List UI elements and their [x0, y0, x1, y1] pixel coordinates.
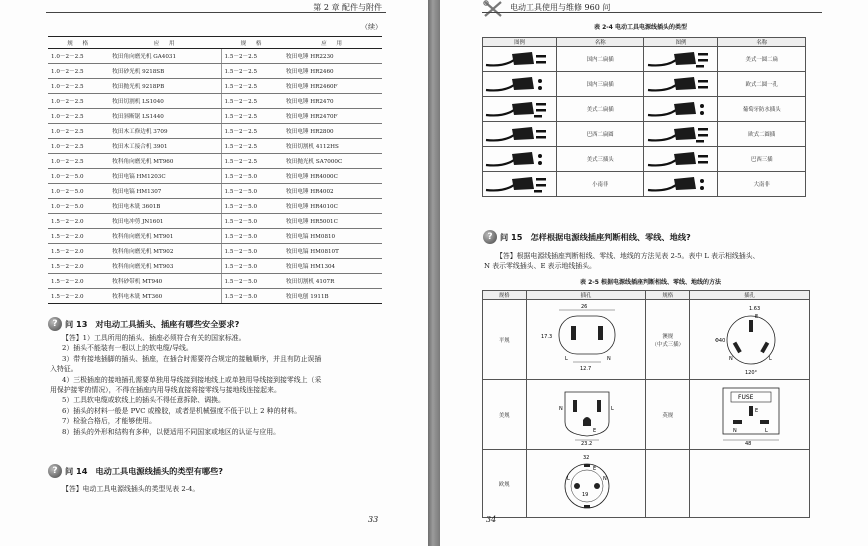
table-2-5-caption: 表 2-5 根据电源线插座判断相线、零线、地线的方法	[580, 279, 722, 286]
dim-label: 17.3	[541, 333, 553, 340]
application-cell: 牧田电镐 HM1307	[109, 184, 221, 199]
table-row	[48, 229, 382, 244]
plug-name: 巴西二扁圆	[556, 122, 644, 147]
application-cell: 牧田斜断锯 LS1440	[109, 109, 221, 124]
plug-icon	[484, 47, 554, 69]
application-cell: 牧田电锤 HR2470F	[283, 109, 382, 124]
answer-line: 入特征。	[50, 365, 78, 374]
table-continued-mark: （续）	[361, 23, 382, 31]
spec-label: 澳规	[662, 333, 674, 340]
spec-cell	[646, 300, 690, 380]
question-icon: ?	[483, 230, 497, 244]
plug-image	[483, 122, 557, 147]
answer-line: 【答】1）工具所用的插头、插座必须符合有关的国家标准。	[62, 334, 246, 342]
table-row	[48, 184, 382, 199]
pin-label-earth: E	[754, 313, 758, 320]
application-cell: 牧科砂带机 MT940	[109, 274, 221, 289]
empty-cell	[690, 450, 810, 518]
table-row	[483, 97, 806, 122]
plug-name: 欧式二圆一孔	[718, 72, 806, 97]
spec-cell: 1.5－2－2.5	[221, 109, 283, 124]
application-cell: 牧田切割机 LS1040	[109, 94, 221, 109]
spec-cell: 1.5－2－2.5	[221, 139, 283, 154]
table-row	[48, 94, 382, 109]
plug-table-header: 图例	[483, 38, 557, 47]
spec-cell: 1.5－2－2.0	[48, 214, 109, 229]
table-row	[48, 124, 382, 139]
plug-image	[644, 147, 718, 172]
spec-table-header: 规 格	[48, 37, 109, 49]
spec-cell: 美规	[483, 380, 527, 450]
spec-cell: 1.0－2－2.5	[48, 139, 109, 154]
uk-socket-diagram	[690, 380, 810, 450]
plug-icon	[484, 172, 554, 194]
dim-label: 19	[582, 491, 589, 498]
application-cell: 牧田电刨 1911B	[283, 289, 382, 304]
table-row	[48, 139, 382, 154]
application-cell: 牧田电锤 HR2230	[283, 49, 382, 64]
application-cell: 牧田电镐 HM0810T	[283, 244, 382, 259]
table-row	[483, 172, 806, 197]
dim-label: 23.2	[581, 440, 593, 446]
question-icon: ?	[48, 464, 62, 478]
spec-cell: 1.0－2－2.5	[48, 49, 109, 64]
question-number: 问 15	[500, 231, 523, 242]
spec-cell: 1.5－2－2.5	[221, 94, 283, 109]
dim-label: Φ40	[714, 337, 725, 344]
pin-label-neutral: N	[603, 475, 607, 482]
plug-table-header: 名称	[556, 38, 644, 47]
application-cell: 牧田电木铣 3601B	[109, 199, 221, 214]
spec-sublabel: （中式三插）	[651, 341, 684, 348]
table-row	[48, 214, 382, 229]
answer-line: N 表示零线插头、E 表示地线插头。	[484, 262, 596, 271]
table-row	[48, 64, 382, 79]
socket-table-header: 规格	[483, 291, 527, 300]
spec-cell: 1.5－2－2.0	[48, 229, 109, 244]
spec-cell: 1.5－2－5.0	[221, 274, 283, 289]
spec-cell: 1.5－2－2.5	[221, 79, 283, 94]
plug-image	[644, 122, 718, 147]
plug-icon	[646, 122, 716, 144]
plug-name: 大南非	[718, 172, 806, 197]
spec-cell: 1.5－2－5.0	[221, 184, 283, 199]
spec-cell: 1.5－2－5.0	[221, 229, 283, 244]
plug-image	[644, 47, 718, 72]
application-cell: 牧田电锤 HR2460F	[283, 79, 382, 94]
plug-table-header: 名称	[718, 38, 806, 47]
application-cell: 牧田电锤 HR2800	[283, 124, 382, 139]
socket-table-header: 插孔	[526, 291, 646, 300]
application-cell: 牧田电锤 HR4000C	[283, 169, 382, 184]
pin-label-earth: E	[593, 465, 597, 472]
plug-name: 欧式二圆插	[718, 122, 806, 147]
application-cell: 牧科电木铣 MT360	[109, 289, 221, 304]
plug-image	[644, 97, 718, 122]
question-number: 问 13	[65, 318, 88, 329]
spec-cell: 1.0－2－2.5	[48, 64, 109, 79]
plug-name: 美式一圆二扁	[718, 47, 806, 72]
plug-name: 小南非	[556, 172, 644, 197]
pin-label-earth: E	[593, 427, 597, 434]
spec-cell: 1.5－2－2.0	[48, 289, 109, 304]
table-row	[48, 244, 382, 259]
flat-socket-drawing	[531, 302, 641, 376]
table-row	[48, 109, 382, 124]
table-row	[48, 154, 382, 169]
table-row	[48, 79, 382, 94]
page-number: 34	[486, 515, 497, 524]
socket-table-header: 规格	[646, 291, 690, 300]
spec-application-table	[48, 36, 382, 304]
plug-icon	[484, 97, 554, 119]
application-cell: 牧田电锤 HR4002	[283, 184, 382, 199]
flat-socket-diagram	[526, 300, 646, 380]
application-cell: 牧田砂光机 9218SB	[109, 64, 221, 79]
table-row	[48, 259, 382, 274]
application-cell: 牧田角向磨光机 GA4031	[109, 49, 221, 64]
plug-icon	[646, 47, 716, 69]
plug-icon	[484, 147, 554, 169]
dim-label: 32	[583, 454, 590, 461]
question-title: 怎样根据电源线插座判断相线、零线、地线?	[530, 231, 691, 242]
socket-table-header: 插孔	[690, 291, 810, 300]
question-title: 电动工具电源线插头的类型有哪些?	[95, 465, 223, 476]
spec-cell: 1.5－2－5.0	[221, 199, 283, 214]
table-row	[483, 47, 806, 72]
plug-icon	[646, 72, 716, 94]
table-2-4-caption: 表 2-4 电动工具电源线插头的类型	[594, 24, 688, 31]
plug-image	[483, 172, 557, 197]
table-row	[48, 274, 382, 289]
application-cell: 牧科角向磨光机 MT960	[109, 154, 221, 169]
us-socket-drawing	[531, 382, 641, 446]
pin-label-earth: E	[754, 407, 758, 414]
question-title: 对电动工具插头、插座有哪些安全要求?	[95, 318, 240, 329]
plug-icon	[646, 147, 716, 169]
application-cell: 牧科角向磨光机 MT901	[109, 229, 221, 244]
spec-cell: 1.0－2－5.0	[48, 169, 109, 184]
spec-cell: 1.5－2－2.0	[48, 259, 109, 274]
answer-line: 8）插头的外形和结构有多种，以便适用不同国家或地区的认证与应用。	[62, 427, 280, 436]
header-rule	[46, 12, 386, 13]
australian-socket-drawing	[695, 302, 805, 376]
spec-cell: 1.5－2－2.0	[48, 274, 109, 289]
spec-cell: 英规	[646, 380, 690, 450]
question-14-answer: 【答】电动工具电源线插头的类型见表 2-4。	[62, 485, 200, 493]
table-row	[48, 169, 382, 184]
tools-logo-icon	[482, 0, 504, 18]
spec-cell: 1.0－2－2.5	[48, 124, 109, 139]
application-cell: 牧田电镐 HM0810	[283, 229, 382, 244]
answer-line: 【答】根据电源线插座判断相线、零线、地线的方法见表 2-5。表中 L 表示相线插头、	[496, 252, 760, 260]
spec-cell: 1.5－2－2.5	[221, 64, 283, 79]
application-cell: 牧田切割机 4107R	[283, 274, 382, 289]
application-cell: 牧田电锤 HR4010C	[283, 199, 382, 214]
plug-image	[644, 72, 718, 97]
spec-cell: 1.5－2－5.0	[221, 169, 283, 184]
spec-cell: 1.0－2－2.5	[48, 79, 109, 94]
left-page	[0, 0, 428, 546]
socket-wiring-table	[482, 290, 810, 518]
spec-table-header: 应 用	[109, 37, 221, 49]
running-head-left: 第 2 章 配件与附件	[313, 3, 382, 12]
spec-cell: 1.5－2－5.0	[221, 214, 283, 229]
application-cell: 牧科角向磨光机 MT903	[109, 259, 221, 274]
application-cell: 牧田电冲剪 JN1601	[109, 214, 221, 229]
spec-cell: 1.5－2－2.5	[221, 124, 283, 139]
spec-cell: 1.0－2－2.5	[48, 154, 109, 169]
spec-cell	[646, 450, 690, 518]
eu-socket-diagram	[526, 450, 646, 518]
plug-table-header: 图例	[644, 38, 718, 47]
spec-cell: 1.5－2－5.0	[221, 244, 283, 259]
spec-cell: 1.0－2－5.0	[48, 184, 109, 199]
pin-label-live: L	[565, 355, 568, 362]
application-cell: 牧田切割机 4112HS	[283, 139, 382, 154]
question-13-answer	[50, 333, 386, 437]
plug-name: 巴西三插	[718, 147, 806, 172]
spec-cell: 欧规	[483, 450, 527, 518]
book-gutter	[428, 0, 440, 546]
pin-label-neutral: N	[607, 355, 611, 362]
answer-line: 2）插头不能装有一根以上的软电缆/导线。	[62, 344, 193, 353]
plug-types-table	[482, 37, 806, 197]
application-cell: 牧田电锤 HR2470	[283, 94, 382, 109]
application-cell: 牧田电锤 HR2460	[283, 64, 382, 79]
application-cell: 牧田电镐 HM1203C	[109, 169, 221, 184]
table-row	[48, 49, 382, 64]
table-row	[483, 72, 806, 97]
answer-line: 6）插头的材料一般是 PVC 或橡胶，或者是机械强度不低于以上 2 种的材料。	[62, 406, 302, 415]
spec-cell: 1.5－2－2.0	[48, 244, 109, 259]
running-head-right: 电动工具使用与维修 960 问	[510, 3, 611, 12]
dim-label: 48	[744, 440, 751, 446]
eu-socket-drawing	[531, 452, 641, 514]
plug-image	[483, 97, 557, 122]
answer-line: 3）带有接地插脚的插头、插座，在插合时需要符合规定的接触顺序，并且有防止误插	[62, 354, 322, 363]
spec-cell: 1.5－2－2.5	[221, 49, 283, 64]
application-cell: 牧田抛光机 9218PB	[109, 79, 221, 94]
plug-name: 美式二扁插	[556, 97, 644, 122]
answer-line: 5）工具软电缆或软线上的插头不得任意拆除、调换。	[62, 396, 225, 405]
plug-image	[644, 172, 718, 197]
question-15-heading	[483, 230, 691, 244]
spec-cell: 1.0－2－5.0	[48, 199, 109, 214]
dim-label: 26	[581, 303, 588, 310]
plug-name: 国内二扁插	[556, 47, 644, 72]
plug-image	[483, 72, 557, 97]
spec-cell: 1.0－2－2.5	[48, 109, 109, 124]
uk-socket-drawing	[695, 382, 805, 446]
question-15-answer	[484, 251, 824, 272]
australian-socket-diagram	[690, 300, 810, 380]
spec-cell: 1.5－2－2.5	[221, 154, 283, 169]
answer-line: 用保护接零的情况），不得在插座内用导线直接将接零线与接地线连接起来。	[50, 386, 281, 395]
pin-label-live: L	[567, 475, 570, 482]
application-cell: 牧田木工接合机 3901	[109, 139, 221, 154]
spec-table-header: 应 用	[283, 37, 382, 49]
pin-label-neutral: N	[732, 427, 737, 434]
spec-cell: 1.0－2－2.5	[48, 94, 109, 109]
answer-line: 7）检验合格后，才能够使用。	[62, 417, 156, 426]
pin-label-live: L	[611, 405, 614, 412]
question-icon: ?	[48, 317, 62, 331]
application-cell: 牧田电锤 HR5001C	[283, 214, 382, 229]
plug-icon	[484, 122, 554, 144]
pin-label-neutral: N	[559, 405, 563, 412]
pin-label-live: L	[764, 427, 768, 434]
spec-cell: 平规	[483, 300, 527, 380]
plug-icon	[646, 97, 716, 119]
plug-name: 国内三扁插	[556, 72, 644, 97]
page-number: 33	[368, 515, 379, 524]
plug-icon	[484, 72, 554, 94]
pin-label-neutral: N	[728, 355, 733, 362]
table-row	[483, 122, 806, 147]
plug-name: 葡萄牙防水插头	[718, 97, 806, 122]
pin-label-live: L	[768, 355, 772, 362]
header-rule	[482, 12, 822, 13]
question-13-heading	[48, 317, 239, 331]
fuse-label: FUSE	[737, 393, 753, 401]
question-number: 问 14	[65, 465, 88, 476]
answer-line: 4）三极插座的接地插孔需要单独用导线接到接地线上或单独用导线接到接零线上（采	[62, 375, 322, 384]
dim-label: 12.7	[580, 365, 592, 372]
us-socket-diagram	[526, 380, 646, 450]
table-row	[48, 199, 382, 214]
spec-cell: 1.5－2－5.0	[221, 289, 283, 304]
application-cell: 牧田抛光机 SA7000C	[283, 154, 382, 169]
application-cell: 牧科角向磨光机 MT902	[109, 244, 221, 259]
question-14-heading	[48, 464, 223, 478]
plug-icon	[646, 172, 716, 194]
plug-name: 美式三插头	[556, 147, 644, 172]
plug-image	[483, 47, 557, 72]
spec-cell: 1.5－2－5.0	[221, 259, 283, 274]
table-row	[48, 289, 382, 304]
plug-image	[483, 147, 557, 172]
application-cell: 牧田电镐 HM1304	[283, 259, 382, 274]
dim-label: 1.63	[748, 305, 760, 312]
dim-label: 120°	[744, 369, 757, 376]
application-cell: 牧田木工修边机 3709	[109, 124, 221, 139]
table-row	[483, 147, 806, 172]
spec-table-header: 规 格	[221, 37, 283, 49]
